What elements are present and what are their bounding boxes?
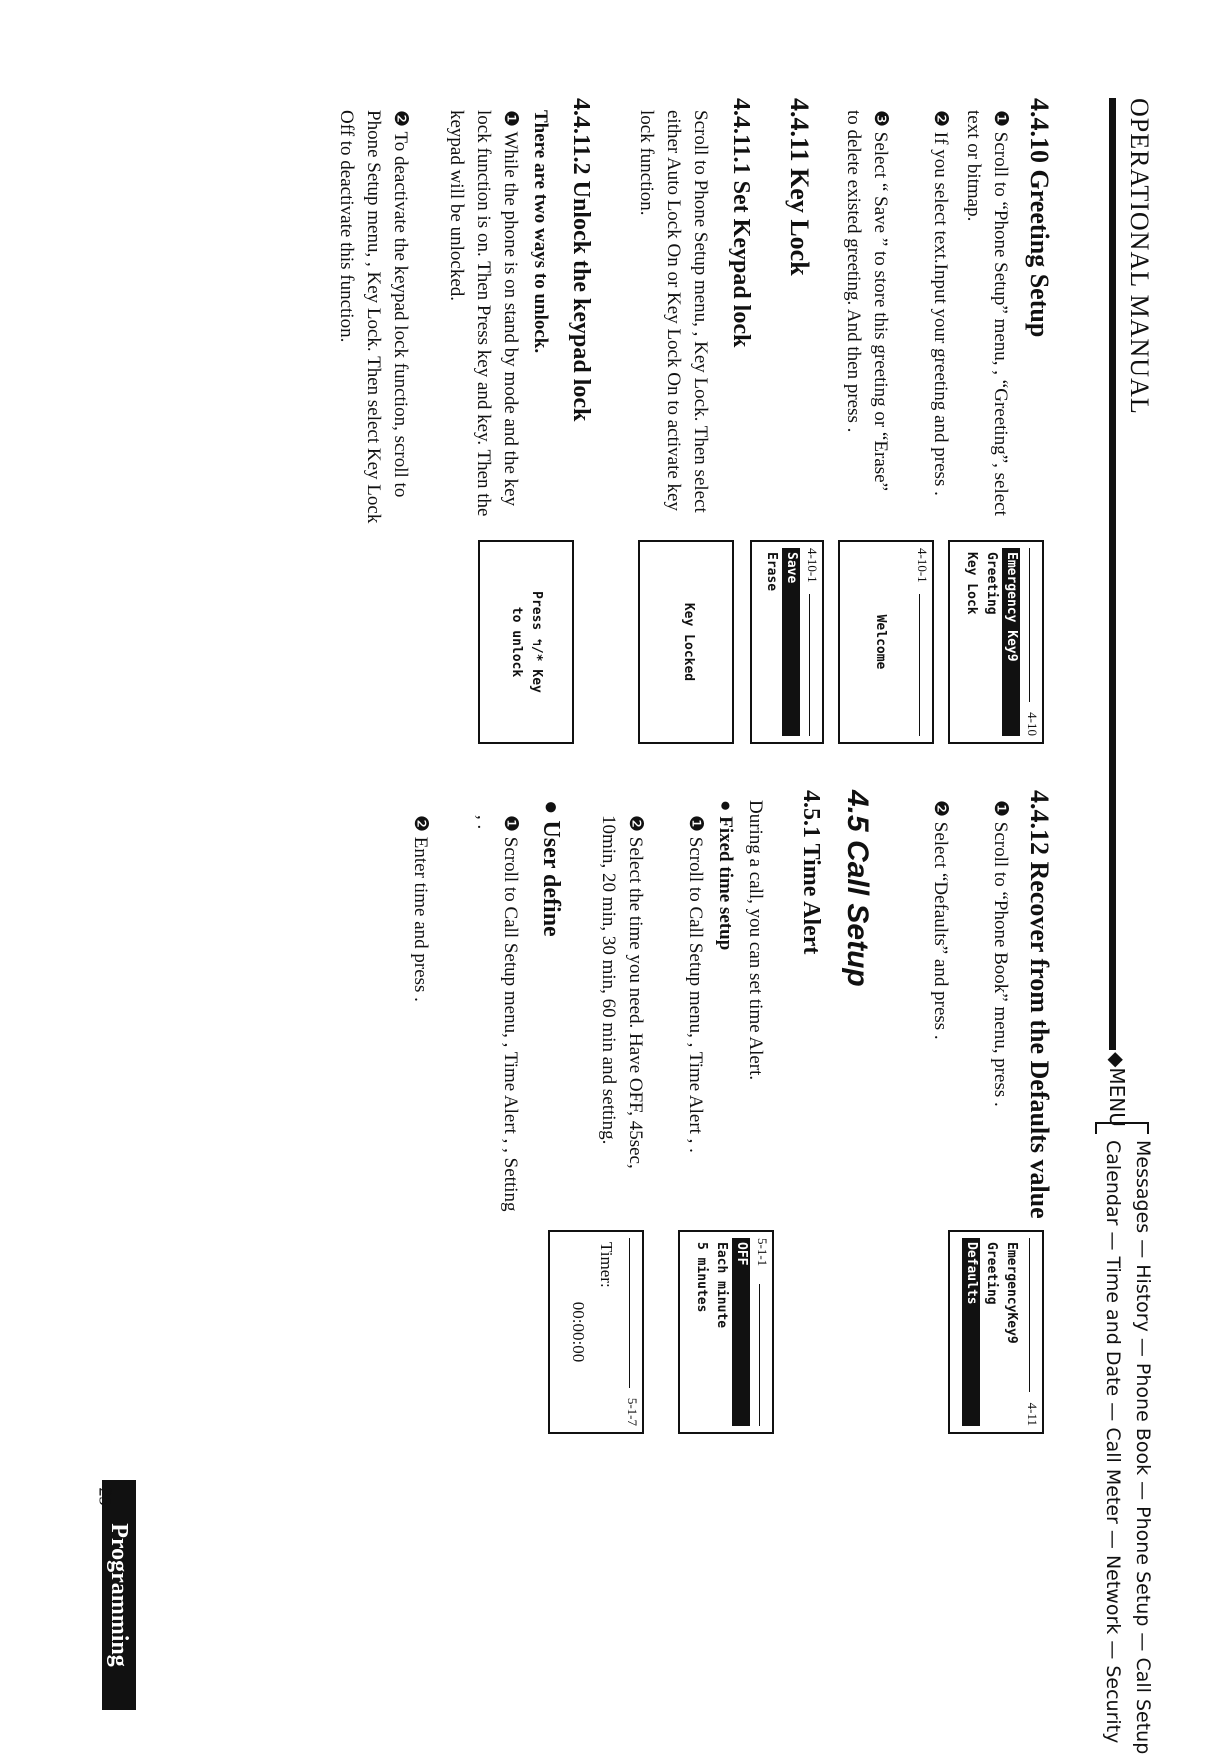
screen-status-text: Key Locked	[681, 602, 696, 682]
fixed-step-2: ❷ Select the time you need. Have OFF, 45sec, 10min, 20 min, 30 min, 60 min and setting.	[598, 815, 646, 1169]
screen-item-selected: Save	[782, 548, 800, 736]
phone-screen-key-locked	[638, 540, 734, 744]
phone-screen-5-1-7	[548, 1230, 644, 1434]
screen-unlock-line2: to unlock	[509, 606, 524, 678]
screen-rule	[1029, 548, 1030, 702]
section-tab	[72, 1480, 136, 1710]
heading-4-4-11-1: 4.4.11.1 Set Keypad lock	[728, 98, 754, 348]
step-4-4-10-1: ❶ Scroll to “Phone Setup” menu, , “Greeting”, select text or bitmap.	[963, 110, 1011, 516]
heading-4-4-10: 4.4.10 Greeting Setup	[1025, 98, 1054, 338]
screen-item: Greeting	[984, 1242, 999, 1305]
screen-greeting-text: Welcome	[873, 614, 888, 670]
user-define-label: ● User define	[538, 800, 564, 937]
menu-path-row2: Calendar — Time and Date — Call Meter — Network — Security	[1102, 1140, 1124, 1744]
screen-title: 4-10-1	[915, 548, 930, 583]
step-4-4-10-2: ❷ If you select text.Input your greeting and press .	[930, 110, 951, 496]
user-step-1: ❶ Scroll to Call Setup menu, , Time Alert , , Setting , .	[473, 815, 521, 1212]
step-4-4-10-3: ❸ Select “ Save ” to store this greeting or “Erase” to delete existed greeting. And then press .	[843, 110, 891, 492]
screen-rule	[1029, 1238, 1030, 1392]
screen-rule	[809, 594, 810, 736]
unlock-step-1: ❶ While the phone is on stand by mode and the key lock function is on. Then Press key and key. Then the keypad will be unlocked.	[446, 110, 521, 517]
screen-title: 5-1-1	[755, 1238, 770, 1267]
screen-rule	[919, 594, 920, 736]
timer-value: 00:00:00	[569, 1301, 588, 1363]
screen-item: Erase	[764, 552, 779, 592]
user-step-2: ❷ Enter time and press .	[410, 815, 431, 1002]
screen-title: 5-1-7	[625, 1397, 640, 1426]
header-rule	[1109, 98, 1116, 1050]
body-4-4-11-1: Scroll to Phone Setup menu, , Key Lock. Then select either Auto Lock On or Key Lock On to activate key lock function.	[636, 110, 711, 513]
phone-screen-save-erase	[750, 540, 824, 744]
unlock-intro: There are two ways to unlock.	[530, 110, 551, 354]
heading-4-4-11-2: 4.4.11.2 Unlock the keypad lock	[568, 98, 594, 422]
screen-item: Greeting	[984, 552, 999, 615]
unlock-step-2: ❷ To deactivate the keypad lock function, scroll to Phone Setup menu, , Key Lock. Then select Key Lock Off to deactivate this function.	[336, 110, 411, 524]
fixed-time-label: ● Fixed time setup	[715, 800, 736, 951]
screen-item: Key Lock	[964, 552, 979, 615]
timer-label: Timer:	[597, 1242, 616, 1288]
screen-item: EmergencyKey9	[1004, 1242, 1019, 1344]
menu-path-row1: Messages — History — Phone Book — Phone Setup — Call Setup	[1132, 1140, 1154, 1754]
heading-4-4-11: 4.4.11 Key Lock	[785, 98, 814, 276]
phone-screen-4-10	[948, 540, 1044, 744]
screen-item-selected: Emergency Key9	[1002, 548, 1020, 736]
step-4-4-12-1: ❶ Scroll to “Phone Book” menu, press .	[990, 800, 1011, 1107]
step-4-4-12-2: ❷ Select “Defaults” and press .	[930, 800, 951, 1040]
screen-title: 4-10	[1025, 712, 1040, 736]
screen-rule	[759, 1284, 760, 1426]
section-tab-label: Programming Procedure	[72, 1523, 132, 1667]
menu-label: ◆MENU	[1105, 1052, 1129, 1127]
screen-title: 4-10-1	[805, 548, 820, 583]
heading-4-5: 4.5 Call Setup	[841, 790, 874, 987]
heading-4-4-12: 4.4.12 Recover from the Defaults value	[1025, 790, 1054, 1219]
screen-item-selected: Defaults	[962, 1238, 980, 1426]
screen-rule	[629, 1238, 630, 1388]
screen-unlock-line1: Press ↰/* Key	[529, 591, 544, 693]
phone-screen-4-11	[948, 1230, 1044, 1434]
screen-item: Each minute	[714, 1242, 729, 1329]
fixed-step-1: ❶ Scroll to Call Setup menu, , Time Alert , .	[685, 815, 706, 1153]
screen-item: 5 minutes	[694, 1242, 709, 1313]
time-alert-intro: During a call, you can set time Alert.	[745, 800, 766, 1081]
menu-bracket	[1095, 1122, 1149, 1134]
phone-screen-unlock	[478, 540, 574, 744]
heading-4-5-1: 4.5.1 Time Alert	[798, 790, 824, 955]
phone-screen-5-1-1	[678, 1230, 774, 1434]
phone-screen-welcome	[838, 540, 934, 744]
page-number: 25	[95, 1487, 116, 1506]
manual-title: OPERATIONAL MANUAL	[1125, 98, 1154, 415]
screen-title: 4-11	[1025, 1402, 1040, 1426]
screen-item-selected: OFF	[732, 1238, 750, 1426]
